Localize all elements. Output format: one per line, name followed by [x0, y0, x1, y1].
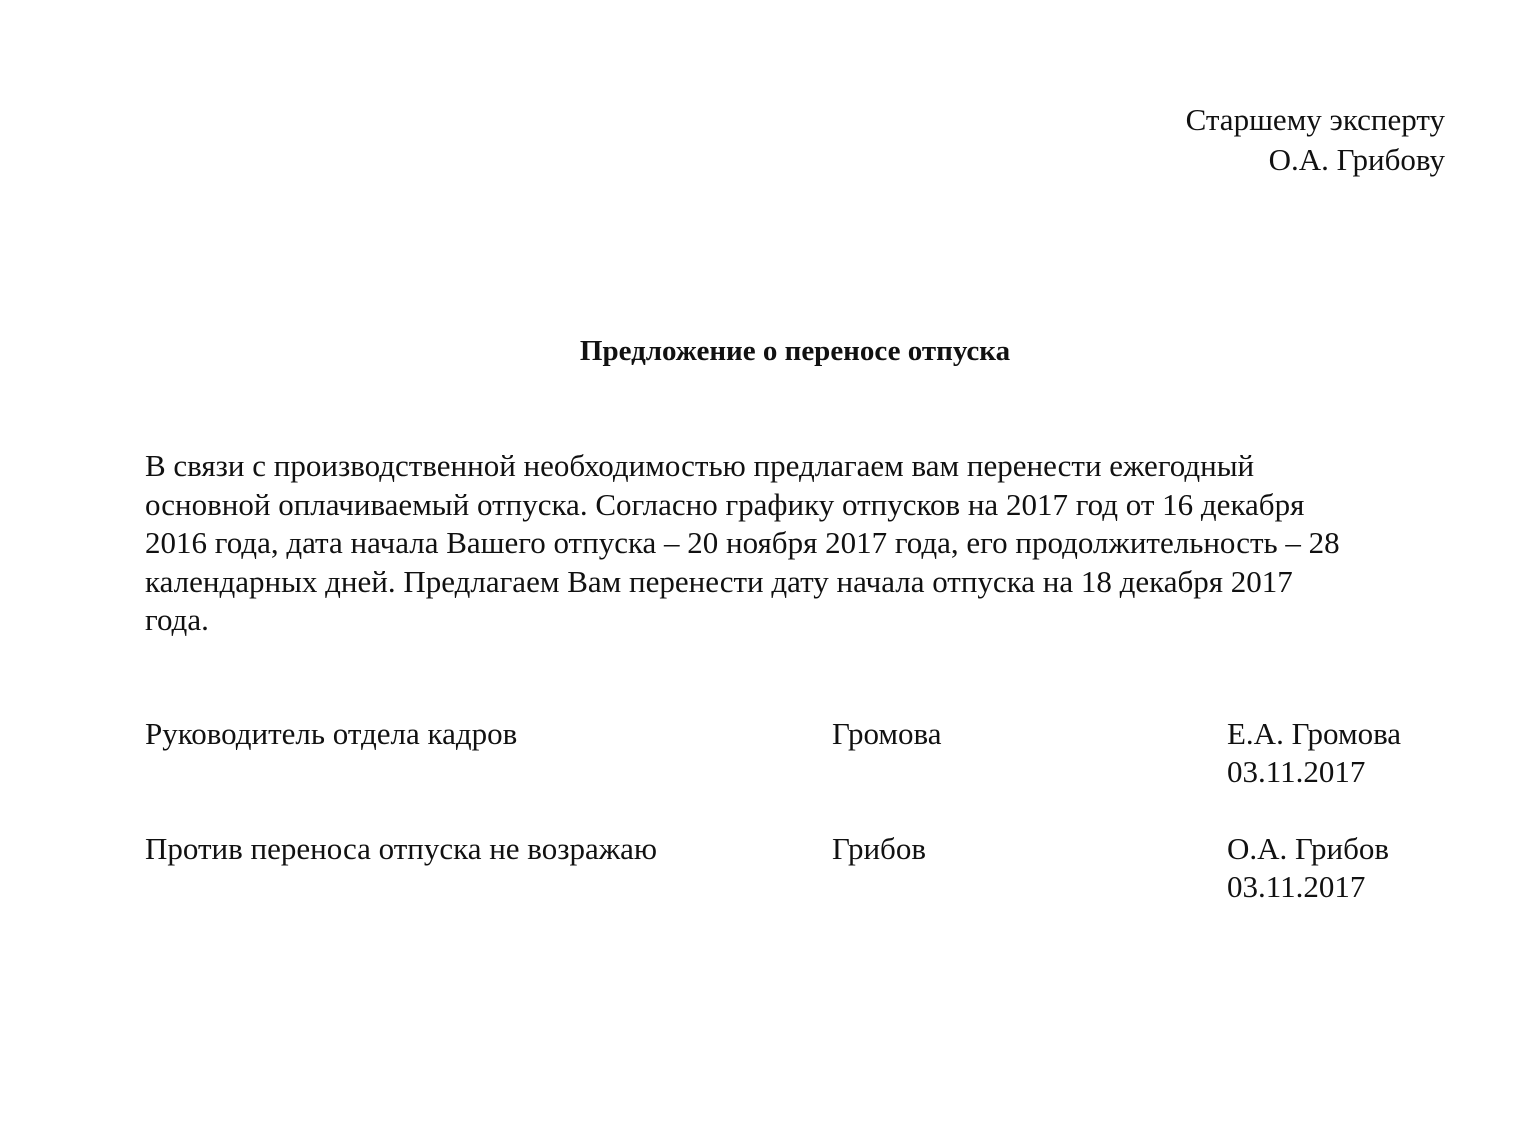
body-line: 2016 года, дата начала Вашего отпуска – 20 ноября 2017 года, его продолжительность – 28 — [145, 525, 1340, 560]
signer-name: Е.А. Громова — [1227, 716, 1402, 751]
signature-date: 03.11.2017 — [1227, 869, 1366, 904]
signature-date: 03.11.2017 — [1227, 754, 1366, 789]
body-paragraph — [145, 447, 1455, 640]
signer-name: О.А. Грибов — [1227, 831, 1389, 866]
body-line: В связи с производственной необходимостью предлагаем вам перенести ежегодный — [145, 448, 1255, 483]
addressee-name: О.А. Грибову — [1268, 142, 1445, 177]
document-title: Предложение о переносе отпуска — [579, 335, 1011, 367]
signer-name-date — [1227, 715, 1401, 791]
body-line: года. — [145, 602, 209, 637]
signature: Грибов — [832, 831, 926, 866]
addressee-position: Старшему эксперту — [1185, 102, 1445, 137]
signer-role: Руководитель отдела кадров — [145, 716, 518, 751]
signature: Громова — [832, 716, 942, 751]
body-line: основной оплачиваемый отпуска. Согласно графику отпусков на 2017 год от 16 декабря — [145, 486, 1305, 522]
signer-name-date — [1227, 830, 1389, 906]
addressee-block — [1186, 100, 1445, 180]
body-line: календарных дней. Предлагаем Вам перенести дату начала отпуска на 18 декабря 2017 — [145, 563, 1293, 599]
signer-role: Против переноса отпуска не возражаю — [145, 831, 658, 866]
